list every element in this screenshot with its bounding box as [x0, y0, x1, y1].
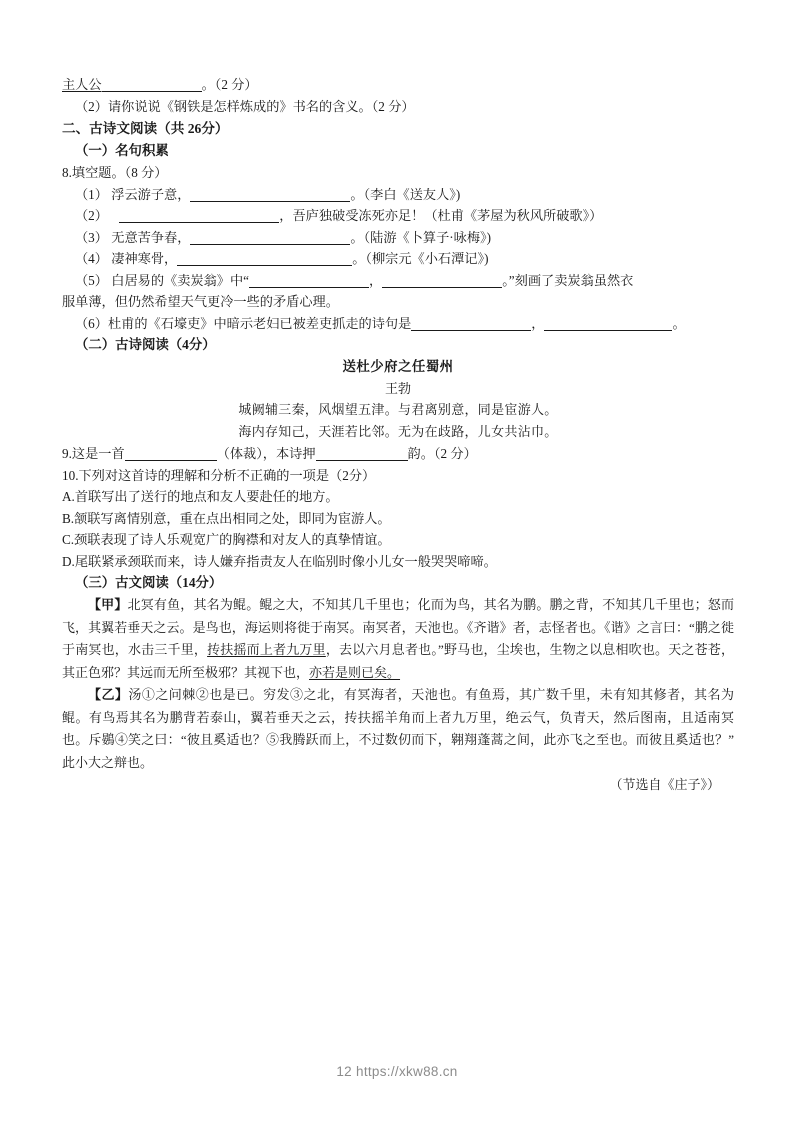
section2-part1-heading: （一）名句积累	[75, 143, 169, 158]
prose-jia-text-b: ，去以六月息者也。”野马也，尘埃也，生物之以息相吹也。天之苍苍，其正色邪？其远而无所至极邪？其视下也，	[62, 642, 734, 680]
prose-yi-text: 汤①之问棘②也是已。穷发③之北，有冥海者，天池也。有鱼焉，其广数千里，未有知其修者，其名为鲲。有鸟焉其名为鹏背若泰山，翼若垂天之云，抟扶摇羊角而上者九万里，绝云气，负青天，然后图南，且适南冥也。斥鷃④笑之曰：“彼且奚适也？⑤我腾跃而上，不过数仞而下，翱翔蓬蒿之间，此亦飞之至也。而彼且奚适也？”此小大之辩也。	[62, 687, 734, 770]
question10-option-a[interactable]: A.首联写出了送行的地点和友人要赴任的地方。	[62, 489, 339, 504]
fill-item-2-no: （2）	[75, 208, 108, 223]
fill-item-4-no: （4）	[75, 251, 108, 266]
fill-item-2-blank[interactable]	[119, 208, 279, 223]
question9-blank-rhyme[interactable]	[316, 446, 408, 461]
question10-option-d[interactable]: D.尾联紧承颈联而来，诗人嫌弃指责友人在临别时像小儿女一般哭哭啼啼。	[62, 553, 497, 569]
fill-item-4-blank[interactable]	[177, 251, 352, 266]
fill-item-2	[62, 205, 734, 227]
question7-tail-suffix: 。（2 分）	[201, 77, 258, 92]
prose-source-note: （节选自《庄子》）	[609, 777, 720, 792]
question9-blank-genre[interactable]	[125, 446, 217, 461]
poem-line-1: 城阙辅三秦，风烟望五津。与君离别意，同是宦游人。	[238, 402, 558, 417]
poem-author: 王勃	[384, 381, 411, 396]
fill-item-1	[62, 184, 734, 206]
fill-item-4-after: 。（柳宗元《小石潭记》)	[352, 251, 489, 266]
fill-item-6	[62, 313, 734, 335]
page-content	[62, 74, 734, 796]
fill-item-1-blank[interactable]	[190, 187, 350, 202]
fill-item-6-after: 。	[672, 315, 686, 331]
question8-label: 8.填空题。（8 分）	[62, 165, 168, 180]
fill-item-6-blank-1[interactable]	[411, 316, 531, 331]
question7-protagonist-label: 主人公	[62, 77, 102, 92]
fill-item-5-mid: ，	[369, 272, 383, 288]
fill-item-6-no: （6）	[75, 315, 108, 331]
prose-yi-label: 【乙】	[88, 687, 129, 702]
prose-jia-label: 【甲】	[88, 597, 128, 612]
poem-title: 送杜少府之任蜀州	[342, 359, 454, 374]
page-footer-watermark: 12 https://xkw88.cn	[336, 1064, 458, 1079]
question10-stem: 10.下列对这首诗的理解和分析不正确的一项是（2分）	[62, 467, 376, 483]
fill-item-4	[62, 248, 734, 270]
fill-item-3	[62, 227, 734, 249]
question9	[62, 443, 734, 465]
fill-item-3-blank[interactable]	[190, 230, 350, 245]
fill-item-4-before: 凄神寒骨，	[111, 251, 178, 266]
fill-item-5-row2: 服单薄，但仍然希望天气更冷一些的矛盾心理。	[62, 294, 339, 309]
question7-answer-blank[interactable]	[102, 77, 202, 92]
prose-jia-underline-2: 亦若是则已矣。	[309, 664, 401, 680]
fill-item-2-after: ，吾庐独破受冻死亦足！（杜甫《茅屋为秋风所破歌》）	[279, 208, 603, 223]
poem-line-2: 海内存知己，天涯若比邻。无为在歧路，儿女共沾巾。	[238, 424, 558, 439]
prose-section-heading: （三）古文阅读（14分）	[75, 575, 223, 590]
question10-option-b[interactable]: B.颔联写离情别意，重在点出相同之处，即同为宦游人。	[62, 510, 391, 526]
fill-item-1-before: 浮云游子意，	[111, 186, 191, 202]
poem-section-heading: （二）古诗阅读（4分）	[75, 337, 216, 352]
fill-item-3-after: 。（陆游《卜算子·咏梅》)	[350, 229, 492, 245]
prose-jia-text-a: 北冥有鱼，其名为鲲。鲲之大，不知其几千里也；化而为鸟，其名为鹏。鹏之背，不知其几千里也；怒而飞，其翼若垂天之云。是鸟也，海运则将徙于南冥。南冥者，天池也。《齐谐》者，志怪者也。《谐》之言曰：“鹏之徙于南冥也，水击三千里，	[62, 597, 734, 657]
fill-item-6-before: 杜甫的《石壕吏》中暗示老妇已被差吏抓走的诗句是	[107, 315, 412, 331]
fill-item-5-row1	[62, 270, 734, 292]
fill-item-6-mid: ，	[531, 315, 545, 331]
question9-before: 9.这是一首	[62, 446, 125, 461]
prose-passage-jia	[62, 594, 734, 684]
section2-heading: 二、古诗文阅读（共 26分）	[62, 121, 229, 136]
question9-after: 韵。（2 分）	[407, 446, 477, 461]
fill-item-5-after: 。”刻画了卖炭翁虽然衣	[502, 272, 634, 288]
fill-item-5-no: （5）	[75, 272, 108, 288]
fill-item-5-blank-1[interactable]	[249, 273, 369, 288]
fill-item-5-before: 白居易的《卖炭翁》中“	[111, 272, 249, 288]
fill-item-3-before: 无意苦争春，	[111, 229, 191, 245]
prose-passage-yi	[62, 684, 734, 774]
question9-mid: （体裁），本诗押	[216, 446, 316, 461]
question7-tail-line	[62, 74, 734, 96]
fill-item-3-no: （3）	[75, 229, 108, 245]
question10-option-c[interactable]: C.颈联表现了诗人乐观宽广的胸襟和对友人的真挚情谊。	[62, 532, 391, 547]
fill-item-1-no: （1）	[75, 186, 108, 202]
fill-item-6-blank-2[interactable]	[544, 316, 672, 331]
question7-sub2: （2）请你说说《钢铁是怎样炼成的》书名的含义。（2 分）	[75, 98, 415, 114]
fill-item-1-after: 。（李白《送友人》)	[350, 186, 461, 202]
prose-jia-underline-1: 抟扶摇而上者九万里	[207, 642, 326, 657]
fill-item-5-blank-2[interactable]	[382, 273, 502, 288]
